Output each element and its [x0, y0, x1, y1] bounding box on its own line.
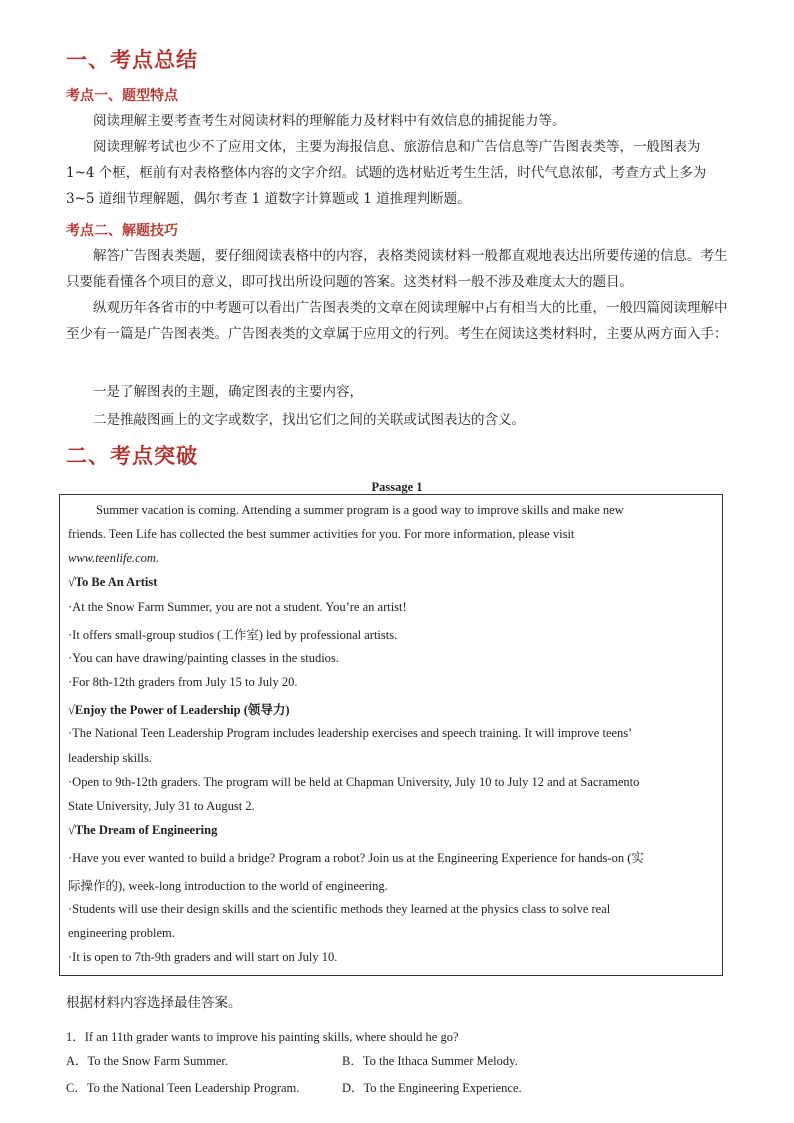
passage-line: ·Open to 9th-12th graders. The program will be held at Chapman University, July 10 to July 12 and at Sacramento [68, 775, 640, 789]
point-1-paragraph-2: 阅读理解考试也少不了应用文体，主要为海报信息、旅游信息和广告信息等广告图表类等，一般图表为 1~4 个框，框前有对表格整体内容的文字介绍。试题的选材贴近考生生活，时代气息浓郁，考查方式上多为 3~5 道细节理解题，偶尔考查 1 道数字计算题或 1 道推理判断题。 [66, 139, 707, 207]
passage-line: ·It offers small-group studios (工作室) led by professional artists. [68, 628, 398, 642]
passage-section-heading: √The Dream of Engineering [68, 823, 218, 837]
point-2-paragraph-1: 解答广告图表类题，要仔细阅读表格中的内容，表格类阅读材料一般都直观地表达出所要传递的信息。考生只要能看懂各个项目的意义，即可找出所设问题的答案。这类材料一般不涉及难度太大的题目。 [66, 248, 728, 290]
passage-line: ·Have you ever wanted to build a bridge? Program a robot? Join us at the Engineering Experience for hands-on (实 [68, 851, 644, 865]
passage-line: leadership skills. [68, 751, 153, 765]
passage-title: Passage 1 [371, 480, 423, 494]
passage-line: ·The National Teen Leadership Program includes leadership exercises and speech training. It will improve teens’ [68, 726, 633, 740]
option-d[interactable]: D．To the Engineering Experience. [342, 1081, 522, 1095]
option-b[interactable]: B．To the Ithaca Summer Melody. [342, 1054, 518, 1068]
question-1-stem: 1．If an 11th grader wants to improve his painting skills, where should he go? [66, 1030, 459, 1044]
instruction: 根据材料内容选择最佳答案。 [66, 995, 242, 1011]
point-2-paragraph-4: 二是推敲图画上的文字或数字，找出它们之间的关联或试图表达的含义。 [93, 412, 525, 428]
option-c[interactable]: C．To the National Teen Leadership Program. [66, 1081, 300, 1095]
passage-line: ·You can have drawing/painting classes in the studios. [68, 651, 339, 665]
point-1-heading: 考点一、题型特点 [66, 88, 178, 104]
point-2-heading: 考点二、解题技巧 [66, 223, 178, 239]
passage-intro-link: www.teenlife.com. [68, 551, 160, 565]
section-1-title: 一、考点总结 [66, 47, 198, 72]
section-2-title: 二、考点突破 [66, 443, 198, 468]
point-2-paragraph-3: 一是了解图表的主题，确定图表的主要内容， [93, 384, 363, 400]
passage-intro-line: friends. Teen Life has collected the best summer activities for you. For more information, please visit [68, 527, 575, 541]
point-2-paragraph-2: 纵观历年各省市的中考题可以看出广告图表类的文章在阅读理解中占有相当大的比重，一般四篇阅读理解中至少有一篇是广告图表类。广告图表类的文章属于应用文的行列。考生在阅读这类材料时，主要从两方面入手： [66, 300, 728, 342]
passage-line: engineering problem. [68, 926, 175, 940]
passage-line: ·Students will use their design skills and the scientific methods they learned at the physics class to solve real [68, 902, 611, 916]
passage-line: ·At the Snow Farm Summer, you are not a student. You’re an artist! [68, 600, 407, 614]
passage-line: 际操作的), week-long introduction to the world of engineering. [68, 879, 388, 893]
passage-line: ·It is open to 7th-9th graders and will start on July 10. [68, 950, 338, 964]
option-a[interactable]: A．To the Snow Farm Summer. [66, 1054, 228, 1068]
passage-intro-line: Summer vacation is coming. Attending a summer program is a good way to improve skills and make new [96, 503, 624, 517]
point-1-paragraph-1: 阅读理解主要考查考生对阅读材料的理解能力及材料中有效信息的捕捉能力等。 [93, 113, 566, 129]
passage-line: ·For 8th-12th graders from July 15 to July 20. [68, 675, 298, 689]
passage-section-heading: √To Be An Artist [68, 575, 158, 589]
passage-line: State University, July 31 to August 2. [68, 799, 255, 813]
passage-section-heading: √Enjoy the Power of Leadership (领导力) [68, 703, 290, 717]
